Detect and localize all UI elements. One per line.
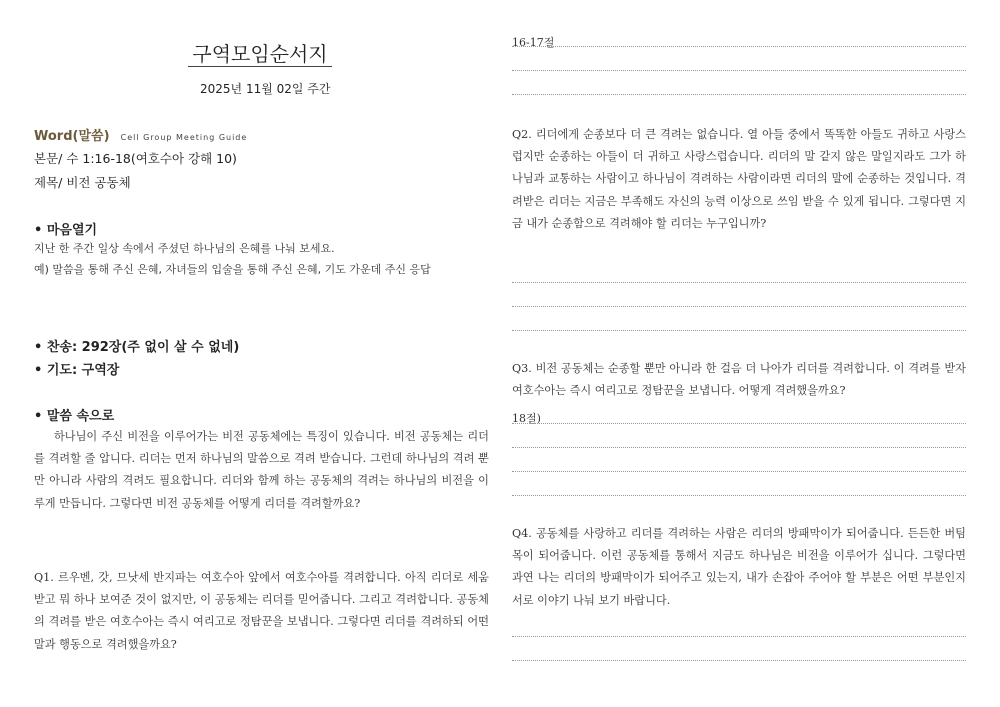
opening-heading: • 마음열기 [34,223,98,238]
in-word-body: 하나님이 주신 비전을 이루어가는 비전 공동체에는 특징이 있습니다. 비전 공동체는 리더를 격려할 줄 압니다. 리더는 먼저 하나님의 말씀으로 격려 받습니다. 그런데 하나님의 격려 뿐만 아니라 사람의 격려도 필요합니다. 리더와 함께 하는 공동체의 격려는 하나님의 비전을 이루게 만듭니다. 그렇다면 비전 공동체를 어떻게 리더를 격려할까요? [34,430,489,510]
page-title: 구역모임순서지 [192,42,328,66]
answer-line [512,70,966,71]
in-word-heading: • 말씀 속으로 [34,409,115,424]
answer-line [512,46,966,47]
hymn-line: • 찬송: 292장(주 없이 살 수 없네) [34,340,240,355]
opening-line-1: 지난 한 주간 일상 속에서 주셨던 하나님의 은혜를 나눠 보세요. [34,242,335,255]
answer-line [512,660,966,661]
title-underline [188,66,332,67]
q3-verse: 18절) [512,412,541,425]
answer-line [512,282,966,283]
opening-line-2: 예) 말씀을 통해 주신 은혜, 자녀들의 입술을 통해 주신 은혜, 기도 가운데 주신 응답 [34,263,431,276]
sermon-title: 제목/ 비전 공동체 [34,175,131,190]
answer-line [512,306,966,307]
question-3: Q3. 비전 공동체는 순종할 뿐만 아니라 한 걸음 더 나아가 리더를 격려합니다. 이 격려를 받자 여호수아는 즉시 여리고로 정탐꾼을 보냅니다. 어떻게 격려했을까요? [512,362,966,398]
question-1: Q1. 르우벤, 갓, 므낫세 반지파는 여호수아 앞에서 여호수아를 격려합니다. 아직 리더로 세움 받고 뭐 하나 보여준 것이 없지만, 이 공동체는 리더를 믿어줍니다. 그리고 격려합니다. 공동체의 격려를 받은 여호수아는 즉시 여리고로 정탐꾼을 보냅니다. 그렇다면 리더를 격려하되 어떤 말과 행동으로 격려했을까요? [34,571,489,651]
word-label: Word(말씀) [34,129,110,144]
question-4: Q4. 공동체를 사랑하고 리더를 격려하는 사람은 리더의 방패막이가 되어줍니다. 든든한 버팀목이 되어줍니다. 이런 공동체를 통해서 지금도 하나님은 비전을 이루어가 십니다. 그렇다면 과연 나는 리더의 방패막이가 되어주고 있는지, 내가 손잡아 주어야 할 부분은 어떤 부분인지 서로 이야기 나눠 보기 바랍니다. [512,527,966,607]
prayer-line: • 기도: 구역장 [34,363,120,378]
word-heading [34,125,247,144]
week-date: 2025년 11월 02일 주간 [200,82,331,96]
answer-line [512,471,966,472]
word-subtitle: Cell Group Meeting Guide [120,133,248,142]
question-2: Q2. 리더에게 순종보다 더 큰 격려는 없습니다. 열 아들 중에서 똑똑한 아들도 귀하고 사랑스럽지만 순종하는 아들이 더 귀하고 사랑스럽습니다. 리더의 말 같지 않은 말일지라도 그가 하나님과 교통하는 사람이고 하나님이 격려하는 사람이라면 리더의 말에 순종하는 것입니다. 격려받은 리더는 지금은 부족해도 자신의 능력 이상으로 쓰임 받을 수 있게 됩니다. 그렇다면 지금 내가 순종함으로 격려해야 할 리더는 누구입니까? [512,128,966,230]
answer-line [512,636,966,637]
q1-verse: 16-17절 [512,36,555,49]
answer-line [512,423,966,424]
answer-line [512,94,966,95]
answer-line [512,330,966,331]
answer-line [512,447,966,448]
opening-text [34,238,489,280]
answer-line [512,495,966,496]
scripture-reference: 본문/ 수 1:16-18(여호수아 강해 10) [34,151,237,166]
